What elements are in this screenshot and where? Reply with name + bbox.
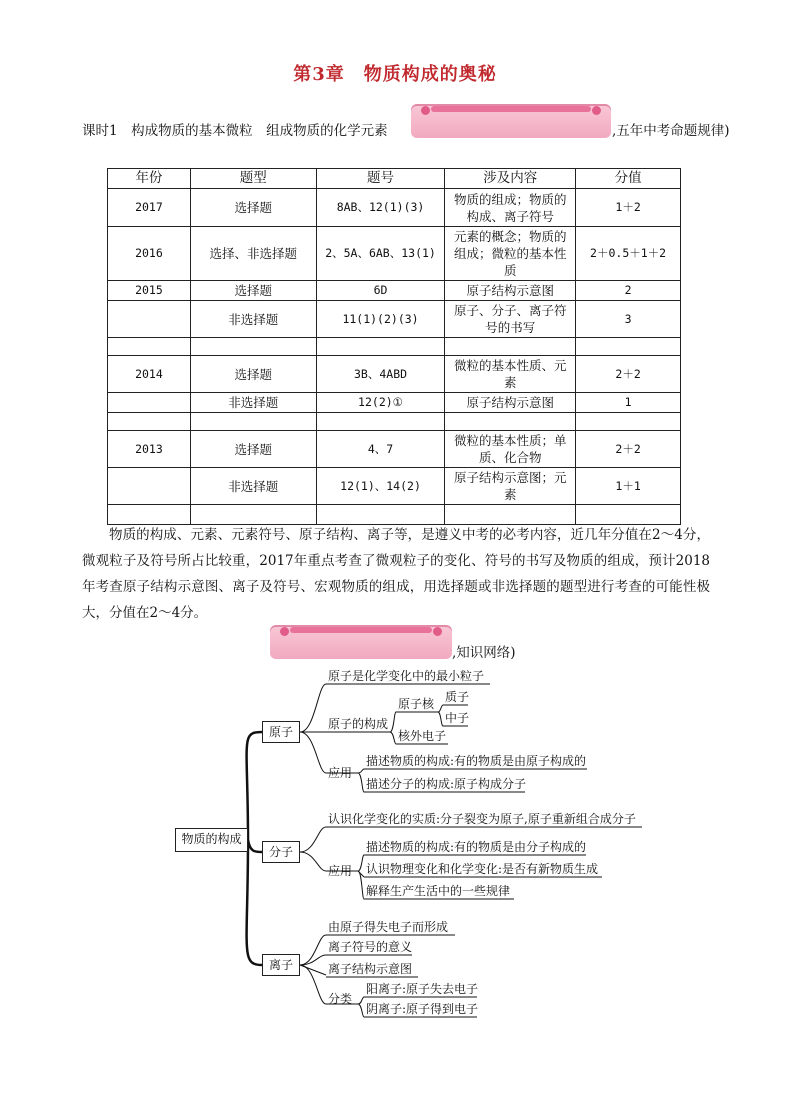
exam-pattern-banner xyxy=(411,104,611,138)
table-row xyxy=(108,301,681,338)
table-row xyxy=(108,413,681,431)
table-row xyxy=(108,468,681,505)
molecule-app-2: 认识物理变化和化学变化:是否有新物质生成 xyxy=(366,862,599,876)
cell-num: 12(2)① xyxy=(316,393,445,413)
atom-proton: 质子 xyxy=(445,690,470,704)
cell-type: 非选择题 xyxy=(190,468,316,505)
atom-nucleus: 原子核 xyxy=(398,697,435,711)
cell-content xyxy=(445,413,576,431)
cell-content: 原子结构示意图 xyxy=(445,281,576,301)
cell-num: 6D xyxy=(316,281,445,301)
cell-score: 2＋0.5＋1＋2 xyxy=(576,227,681,281)
ion-anion: 阴离子:原子得到电子 xyxy=(366,1002,479,1016)
cell-num: 11(1)(2)(3) xyxy=(316,301,445,338)
cell-num xyxy=(316,338,445,356)
cell-score xyxy=(576,338,681,356)
cell-year: 2017 xyxy=(108,189,191,227)
knowledge-network-banner xyxy=(270,625,452,659)
knowledge-network-label: ,知识网络) xyxy=(452,645,516,661)
ion-symbol-meaning: 离子符号的意义 xyxy=(328,940,413,954)
cell-content: 原子结构示意图；元素 xyxy=(445,468,576,505)
cell-year xyxy=(108,301,191,338)
ion-structure: 离子结构示意图 xyxy=(328,962,413,976)
atom-composition: 原子的构成 xyxy=(328,717,389,731)
atom-smallest: 原子是化学变化中的最小粒子 xyxy=(328,669,485,683)
cell-num: 12(1)、14(2) xyxy=(316,468,445,505)
cell-score xyxy=(576,413,681,431)
cell-score: 2 xyxy=(576,281,681,301)
molecule-essence: 认识化学变化的实质:分子裂变为原子,原子重新组合成分子 xyxy=(328,812,636,826)
cell-type: 选择题 xyxy=(190,356,316,393)
ion-cation: 阳离子:原子失去电子 xyxy=(366,982,479,996)
lesson-title: 课时1 构成物质的基本微粒 组成物质的化学元素 xyxy=(82,123,388,139)
cell-type: 非选择题 xyxy=(190,393,316,413)
molecule-app-1: 描述物质的构成:有的物质是由分子构成的 xyxy=(366,840,587,854)
cell-content: 原子、分子、离子符号的书写 xyxy=(445,301,576,338)
table-row xyxy=(108,356,681,393)
cell-score: 1＋2 xyxy=(576,189,681,227)
cell-content: 原子结构示意图 xyxy=(445,393,576,413)
table-row xyxy=(108,338,681,356)
mindmap-atom-node: 原子 xyxy=(262,721,300,743)
header-type: 题型 xyxy=(190,169,316,189)
cell-year xyxy=(108,338,191,356)
exam-pattern-label: ,五年中考命题规律) xyxy=(612,123,730,139)
cell-type: 选择、非选择题 xyxy=(190,227,316,281)
cell-year xyxy=(108,468,191,505)
cell-year: 2016 xyxy=(108,227,191,281)
cell-year xyxy=(108,413,191,431)
cell-content xyxy=(445,338,576,356)
analysis-paragraph: 物质的构成、元素、元素符号、原子结构、离子等，是遵义中考的必考内容，近几年分值在2～4分，微观粒子及符号所占比较重，2017年重点考查了微观粒子的变化、符号的书写及物质的组成，预计2018年考查原子结构示意图、离子及符号、宏观物质的组成，用选择题或非选择题的题型进行考查的可能性极大，分值在2～4分。 xyxy=(82,527,710,621)
header-content: 涉及内容 xyxy=(445,169,576,189)
cell-score: 3 xyxy=(576,301,681,338)
atom-app-1: 描述物质的构成:有的物质是由原子构成的 xyxy=(366,754,587,768)
mindmap-molecule-node: 分子 xyxy=(262,841,300,863)
cell-num: 2、5A、6AB、13(1) xyxy=(316,227,445,281)
mindmap-root: 物质的构成 xyxy=(175,828,248,852)
cell-year: 2013 xyxy=(108,431,191,468)
ion-classification: 分类 xyxy=(328,992,353,1006)
header-year: 年份 xyxy=(108,169,191,189)
cell-num: 4、7 xyxy=(316,431,445,468)
cell-year: 2015 xyxy=(108,281,191,301)
exam-history-table xyxy=(107,168,681,525)
atom-app-2: 描述分子的构成:原子构成分子 xyxy=(366,777,527,791)
cell-score: 1＋1 xyxy=(576,468,681,505)
cell-type xyxy=(190,413,316,431)
table-header-row xyxy=(108,169,681,189)
table-row xyxy=(108,281,681,301)
cell-year xyxy=(108,393,191,413)
mindmap-ion-node: 离子 xyxy=(262,954,300,976)
header-score: 分值 xyxy=(576,169,681,189)
table-row xyxy=(108,431,681,468)
cell-content: 微粒的基本性质、元素 xyxy=(445,356,576,393)
cell-score: 2＋2 xyxy=(576,431,681,468)
cell-type: 选择题 xyxy=(190,281,316,301)
atom-application: 应用 xyxy=(328,766,353,780)
cell-type: 选择题 xyxy=(190,431,316,468)
cell-type: 非选择题 xyxy=(190,301,316,338)
cell-content: 元素的概念；物质的组成；微粒的基本性质 xyxy=(445,227,576,281)
cell-num: 8AB、12(1)(3) xyxy=(316,189,445,227)
atom-electron: 核外电子 xyxy=(398,729,447,743)
cell-score: 1 xyxy=(576,393,681,413)
header-number: 题号 xyxy=(316,169,445,189)
ion-formation: 由原子得失电子而形成 xyxy=(328,920,449,934)
cell-score: 2＋2 xyxy=(576,356,681,393)
table-row xyxy=(108,393,681,413)
molecule-app-3: 解释生产生活中的一些规律 xyxy=(366,884,511,898)
table-row xyxy=(108,227,681,281)
cell-content: 微粒的基本性质；单质、化合物 xyxy=(445,431,576,468)
cell-num xyxy=(316,413,445,431)
atom-neutron: 中子 xyxy=(445,711,470,725)
cell-content: 物质的组成；物质的构成、离子符号 xyxy=(445,189,576,227)
cell-year: 2014 xyxy=(108,356,191,393)
table-row xyxy=(108,189,681,227)
cell-type xyxy=(190,338,316,356)
chapter-title: 第3章 物质构成的奥秘 xyxy=(293,64,497,85)
molecule-application: 应用 xyxy=(328,864,353,878)
cell-type: 选择题 xyxy=(190,189,316,227)
cell-num: 3B、4ABD xyxy=(316,356,445,393)
